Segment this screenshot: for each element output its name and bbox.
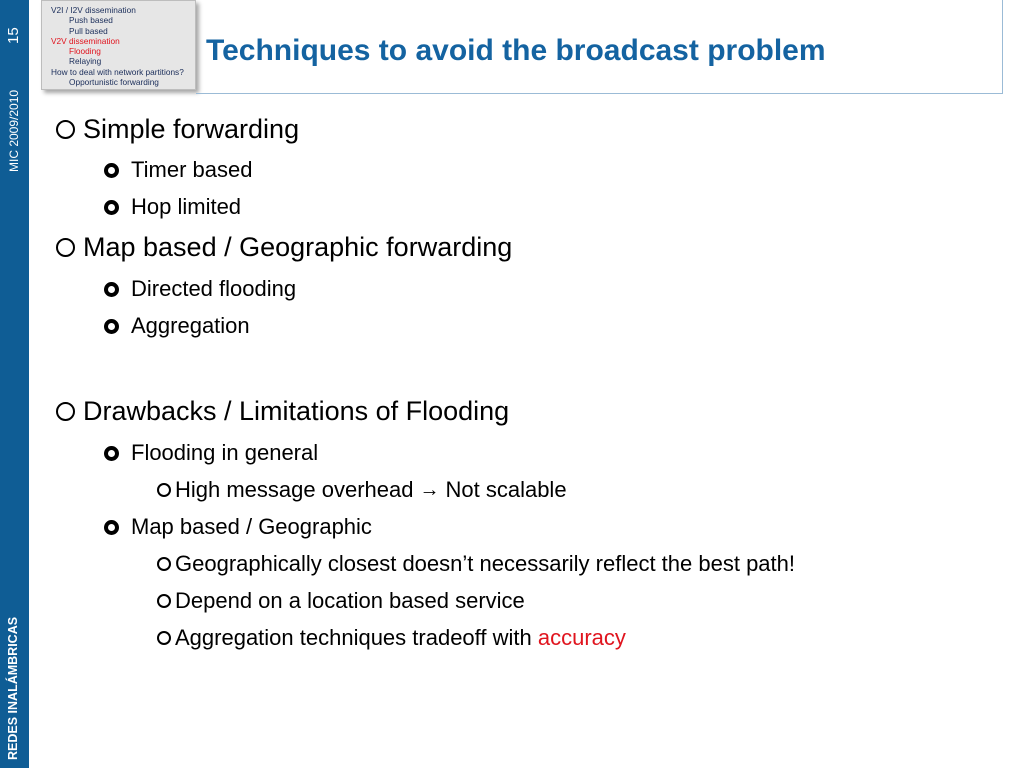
item-text: Hop limited <box>131 194 242 219</box>
list-item <box>56 396 509 427</box>
ring-bullet-icon <box>104 163 119 178</box>
item-text: Not scalable <box>445 477 567 502</box>
nav-item: Push based <box>69 15 113 26</box>
list-item <box>157 551 795 577</box>
ring-bullet-icon <box>104 319 119 334</box>
item-text: Map based / Geographic <box>131 514 372 539</box>
small-ring-bullet-icon <box>157 557 171 571</box>
list-item <box>157 477 567 503</box>
item-text: Geographically closest doesn’t necessarily reflect the best path! <box>175 551 795 576</box>
item-text: Flooding in general <box>131 440 319 465</box>
item-text: Directed flooding <box>131 276 297 301</box>
small-ring-bullet-icon <box>157 631 171 645</box>
small-ring-bullet-icon <box>157 594 171 608</box>
list-item <box>104 157 252 183</box>
ring-bullet-icon <box>104 446 119 461</box>
list-item <box>56 232 512 263</box>
course-label: MIC 2009/2010 <box>7 89 21 172</box>
item-text: Aggregation <box>131 313 250 338</box>
list-item <box>104 514 372 540</box>
item-text: Simple forwarding <box>83 114 300 144</box>
ring-bullet-icon <box>104 282 119 297</box>
nav-item: Pull based <box>69 25 108 36</box>
item-text: Drawbacks / Limitations of Flooding <box>83 396 510 426</box>
hollow-bullet-icon <box>56 238 75 257</box>
list-item <box>157 625 626 651</box>
item-text: Aggregation techniques tradeoff with <box>175 625 538 650</box>
nav-item: Opportunistic forwarding <box>69 77 159 88</box>
item-text: Map based / Geographic forwarding <box>83 232 513 262</box>
item-text: High message overhead <box>175 477 414 502</box>
list-item <box>104 276 296 302</box>
section-nav-box <box>41 0 196 90</box>
highlight-text: accuracy <box>537 625 626 650</box>
list-item <box>56 114 299 145</box>
list-item <box>104 194 241 220</box>
left-band <box>0 0 29 768</box>
hollow-bullet-icon <box>56 402 75 421</box>
page-number: 15 <box>5 27 22 44</box>
nav-item: V2V dissemination <box>51 35 120 46</box>
nav-item: Relaying <box>69 56 102 67</box>
nav-item: Flooding <box>69 46 101 57</box>
nav-item: V2I / I2V dissemination <box>51 5 136 15</box>
ring-bullet-icon <box>104 520 119 535</box>
org-label: REDES INALÁMBRICAS <box>6 616 20 760</box>
list-item <box>104 440 318 466</box>
arrow-right-icon: → <box>419 478 440 501</box>
nav-item: How to deal with network partitions? <box>51 66 184 77</box>
slide-title: Techniques to avoid the broadcast problem <box>206 34 826 67</box>
ring-bullet-icon <box>104 200 119 215</box>
hollow-bullet-icon <box>56 120 75 139</box>
small-ring-bullet-icon <box>157 483 171 497</box>
list-item <box>157 588 525 614</box>
item-text: Timer based <box>131 157 253 182</box>
item-text: Depend on a location based service <box>175 588 525 613</box>
list-item <box>104 313 250 339</box>
